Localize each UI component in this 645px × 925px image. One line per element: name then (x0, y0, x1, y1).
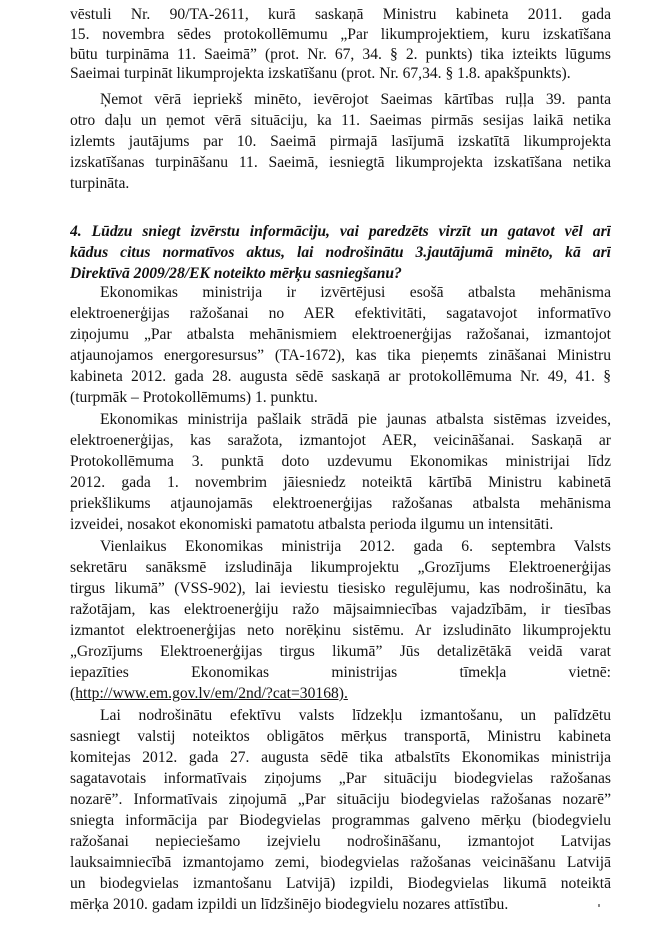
text-line: tirgus likumā” (VSS-902), lai ieviestu tiesisko regulējumu, kas nodrošinātu, ka (70, 580, 611, 597)
text-line: lauksaimniecībā izmantojamo zemi, biodegvielas ražošanas veicināšanu Latvijā (70, 854, 611, 871)
text-line: Vienlaikus Ekonomikas ministrija 2012. gada 6. septembra Valsts (100, 538, 611, 555)
text-line: izmantot elektroenerģijas neto norēķinu sistēmu. Ar izsludināto likumprojektu (70, 622, 611, 639)
em-gov-link[interactable]: (http://www.em.gov.lv/em/2nd/?cat=30168). (70, 685, 348, 702)
text-line: „Grozījums Elektroenerģijas tirgus likumā” Jūs detalizētākā veidā varat (70, 643, 611, 660)
question-heading: Direktīvā 2009/28/EK noteikto mērķu sasniegšanu? (70, 265, 402, 282)
text-line: Ekonomikas ministrija ir izvērtējusi esošā atbalsta mehānisma (100, 284, 611, 301)
text-line: turpināta. (70, 175, 130, 192)
text-line: 15. novembra sēdes protokollēmumu „Par likumprojektiem, kuru izskatīšana (70, 26, 611, 43)
text-line: sasniegt valstij noteiktos obligātos mērķus transportā, Ministru kabineta (70, 728, 611, 745)
text-line: nozarē”. Informatīvais ziņojumā „Par situāciju biodegvielas ražošanas nozarē” (70, 791, 611, 808)
text-line: un biodegvielas izmantošanu Latvijā) izpildi, Biodegvielas likumā noteiktā (70, 875, 611, 892)
text-line: elektroenerģijas ražošanai no AER efektivitāti, sagatavojot informatīvo (70, 305, 611, 322)
text-line: mērķa 2010. gadam izpildi un līdzšinējo biodegvielu nozares attīstību. (70, 896, 509, 913)
scan-speck (598, 904, 600, 907)
text-line: atjaunojamos energoresursus” (TA-1672), kas tika pieņemts zināšanai Ministru (70, 347, 611, 364)
text-line: izskatīšanas turpināšanu 11. Saeimā, iesniegtā likumprojekta izskatīšana netika (70, 154, 611, 171)
text-line: Saeimai turpināt likumprojekta izskatīšanu (prot. Nr. 67,34. § 1.8. apakšpunkts). (70, 65, 571, 82)
text-line: sagatavotais informatīvais ziņojums „Par situāciju biodegvielas ražošanas (70, 770, 611, 787)
text-line: (turpmāk – Protokollēmums) 1. punktu. (70, 389, 318, 406)
text-line: Ekonomikas ministrija pašlaik strādā pie jaunas atbalsta sistēmas izveides, (100, 411, 611, 428)
text-line: vēstuli Nr. 90/TA-2611, kurā saskaņā Ministru kabineta 2011. gada (70, 6, 611, 23)
source-link-line (70, 684, 611, 703)
text-line: komitejas 2012. gada 27. augusta sēdē tika atbalstīts Ekonomikas ministrija (70, 749, 611, 766)
text-line: sniegta informācija par Biodegvielas programmas galveno mērķu (biodegvielu (70, 812, 611, 829)
text-line: 2012. gada 1. novembrim jāiesniedz noteiktā kārtībā Ministru kabinetā (70, 474, 611, 491)
text-line: izlemts jautājums par 10. Saeimā pirmajā lasījumā izskatītā likumprojekta (70, 133, 611, 150)
text-line: Lai nodrošinātu efektīvu valsts līdzekļu izmantošanu, un palīdzētu (100, 707, 611, 724)
question-heading: kādus citus normatīvos aktus, lai nodrošinātu 3.jautājumā minēto, kā arī (70, 244, 611, 261)
text-line: ražošanai nepieciešamo izejvielu nodrošināšanu, izmantojot Latvijas (70, 833, 611, 850)
text-line: kabineta 2012. gada 28. augusta sēdē saskaņā ar protokollēmuma Nr. 49, 41. § (70, 368, 611, 385)
text-line: Protokollēmuma 3. punktā doto uzdevumu Ekonomikas ministrijai līdz (70, 453, 611, 470)
text-line: ziņojumu „Par atbalsta mehānismiem elektroenerģijas ražošanai, izmantojot (70, 326, 611, 343)
text-line: priekšlikums atjaunojamās elektroenerģijas ražošanas atbalsta mehānisma (70, 495, 611, 512)
text-line: būtu turpināma 11. Saeimā” (prot. Nr. 67, 34. § 2. punkts) tika izteikts lūgums (70, 46, 611, 63)
text-line: iepazīties Ekonomikas ministrijas tīmekļa vietnē: (70, 664, 611, 681)
question-heading: 4. Lūdzu sniegt izvērstu informāciju, vai paredzēts virzīt un gatavot vēl arī (70, 223, 611, 240)
text-line: izveidei, nosakot ekonomiski pamatotu atbalsta perioda ilgumu un intensitāti. (70, 516, 554, 533)
text-line: otro daļu un ņemot vērā situāciju, ka 11. Saeimas pirmās sesijas laikā netika (70, 112, 611, 129)
text-line: elektroenerģijas, kas saražota, izmantojot AER, veicināšanai. Saskaņā ar (70, 432, 611, 449)
text-line: sekretāru sanāksmē izsludināja likumprojektu „Grozījums Elektroenerģijas (70, 559, 611, 576)
text-line: Ņemot vērā iepriekš minēto, ievērojot Saeimas kārtības ruļļa 39. panta (100, 91, 611, 108)
text-line: ražotājam, kas elektroenerģiju ražo mājsaimniecības vajadzībām, ir tiesības (70, 601, 611, 618)
